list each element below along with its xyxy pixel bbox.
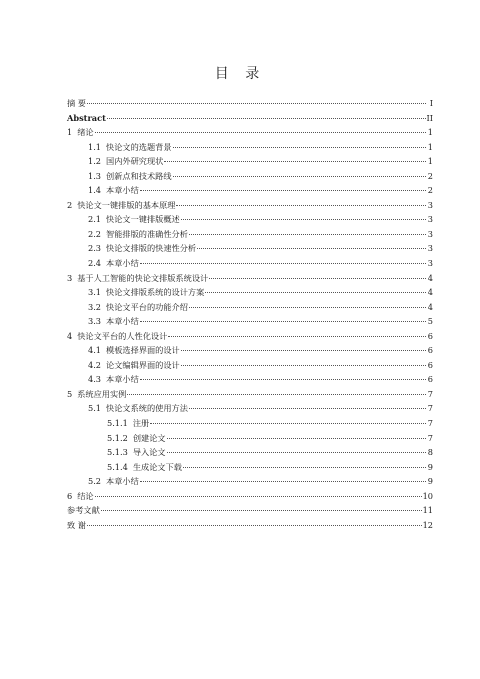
toc-entry[interactable] <box>67 431 433 446</box>
toc-entry-page-number: 4 <box>427 272 433 283</box>
toc-entry-label <box>88 241 196 256</box>
toc-entry-page-number: 3 <box>427 243 433 254</box>
toc-entry-text: 基于人工智能的快论文排版系统设计 <box>77 272 209 283</box>
toc-entry-label <box>67 518 86 533</box>
toc-entry-number: 4.3 <box>88 374 102 385</box>
toc-entry-text: 参考文献 <box>67 505 100 516</box>
toc-entry-number: 6 <box>67 490 73 501</box>
toc-entry-page-number: 3 <box>427 199 433 210</box>
toc-entry[interactable] <box>67 285 433 300</box>
toc-entry[interactable] <box>67 300 433 315</box>
toc-entry-page-number: 12 <box>422 519 433 530</box>
toc-entry-text: 快论文平台的人性化设计 <box>77 330 168 341</box>
toc-entry[interactable] <box>67 198 433 213</box>
toc-leader-dots <box>189 307 426 308</box>
toc-entry-label <box>107 431 166 446</box>
toc-leader-dots <box>189 408 426 409</box>
toc-entry[interactable] <box>67 518 433 533</box>
toc-leader-dots <box>164 161 426 162</box>
toc-entry-page-number: 4 <box>427 301 433 312</box>
toc-entry[interactable] <box>67 445 433 460</box>
toc-entry-label <box>107 460 182 475</box>
toc-entry-page-number: 6 <box>427 374 433 385</box>
toc-entry-label <box>88 300 188 315</box>
toc-entry[interactable] <box>67 140 433 155</box>
toc-entry-text: 创建论文 <box>132 432 166 443</box>
toc-entry[interactable] <box>67 387 433 402</box>
toc-entry-text: Abstract <box>67 112 106 123</box>
toc-entry-number: 2.3 <box>88 243 102 254</box>
toc-entry-page-number: 3 <box>427 214 433 225</box>
toc-entry[interactable] <box>67 460 433 475</box>
toc-entry-page-number: 11 <box>422 505 433 516</box>
toc-entry-number: 5.2 <box>88 476 102 487</box>
toc-entry-label <box>67 198 175 213</box>
toc-entry-label <box>107 416 149 431</box>
toc-entry-label <box>88 372 139 387</box>
toc-entry[interactable] <box>67 314 433 329</box>
toc-leader-dots <box>140 190 426 191</box>
toc-entry-page-number: 9 <box>427 461 433 472</box>
toc-entry-page-number: 10 <box>422 490 433 501</box>
toc-entry-text: 本章小结 <box>106 476 139 487</box>
toc-entry-page-number: 1 <box>427 127 433 138</box>
toc-entry-label <box>88 212 180 227</box>
toc-entry-number: 2.4 <box>88 258 102 269</box>
toc-entry-number: 1.1 <box>88 141 102 152</box>
toc-leader-dots <box>140 263 426 264</box>
toc-entry[interactable] <box>67 125 433 140</box>
toc-entry-text: 快论文一键排版概述 <box>106 214 180 225</box>
toc-entry-number: 4 <box>67 330 73 341</box>
toc-entry-label <box>67 503 100 518</box>
toc-entry[interactable] <box>67 489 433 504</box>
toc-entry-label <box>67 387 126 402</box>
toc-entry[interactable] <box>67 503 433 518</box>
toc-entry-label <box>88 474 139 489</box>
toc-leader-dots <box>197 248 426 249</box>
toc-leader-dots <box>181 219 426 220</box>
toc-leader-dots <box>87 103 426 104</box>
toc-entry-text: 本章小结 <box>106 316 139 327</box>
toc-entry-text: 国内外研究现状 <box>106 156 164 167</box>
toc-entry[interactable] <box>67 343 433 358</box>
toc-entry-text: 系统应用实例 <box>77 388 127 399</box>
toc-entry[interactable] <box>67 227 433 242</box>
toc-entry-text: 模板选择界面的设计 <box>106 345 180 356</box>
toc-leader-dots <box>140 321 426 322</box>
toc-entry-page-number: 7 <box>427 388 433 399</box>
toc-entry-label <box>67 96 86 111</box>
toc-leader-dots <box>101 510 422 511</box>
toc-title: 目 录 <box>214 66 266 82</box>
toc-entry-text: 论文编辑界面的设计 <box>106 359 180 370</box>
toc-leader-dots <box>140 481 426 482</box>
toc-entry-number: 1.2 <box>88 156 102 167</box>
toc-leader-dots <box>205 292 426 293</box>
toc-entry-text: 摘 要 <box>67 98 86 108</box>
toc-leader-dots <box>181 365 426 366</box>
toc-entry[interactable] <box>67 416 433 431</box>
toc-entry-label <box>88 401 188 416</box>
toc-entry-label <box>67 329 167 344</box>
toc-entry-page-number: 4 <box>427 287 433 298</box>
toc-entry[interactable] <box>67 401 433 416</box>
toc-entry[interactable] <box>67 154 433 169</box>
toc-leader-dots <box>173 147 426 148</box>
toc-entry-number: 2.1 <box>88 214 102 225</box>
toc-entry-number: 1 <box>67 127 73 138</box>
toc-entry[interactable] <box>67 474 433 489</box>
toc-entry-label <box>88 154 163 169</box>
toc-entry-label <box>88 256 139 271</box>
toc-leader-dots <box>167 452 426 453</box>
toc-entry-page-number: II <box>426 112 433 123</box>
toc-entry-label <box>107 445 166 460</box>
toc-entry-text: 导入论文 <box>132 447 166 458</box>
toc-leader-dots <box>168 336 426 337</box>
toc-entry-number: 4.2 <box>88 359 102 370</box>
toc-entry-text: 快论文一键排版的基本原理 <box>77 199 176 210</box>
toc-entry[interactable] <box>67 169 433 184</box>
toc-entry-label <box>67 271 208 286</box>
toc-leader-dots <box>127 394 426 395</box>
toc-leader-dots <box>189 234 426 235</box>
toc-entry-page-number: 7 <box>427 418 433 429</box>
toc-entry-number: 3.2 <box>88 301 102 312</box>
toc-entry-text: 生成论文下载 <box>132 461 182 472</box>
toc-entry-number: 4.1 <box>88 345 102 356</box>
toc-entry-page-number: 7 <box>427 432 433 443</box>
toc-entry[interactable] <box>67 212 433 227</box>
toc-entry-number: 5.1 <box>88 403 102 414</box>
toc-entry[interactable] <box>67 271 433 286</box>
table-of-contents <box>67 96 433 532</box>
toc-leader-dots <box>173 176 426 177</box>
toc-entry-label <box>88 285 204 300</box>
toc-entry-text: 快论文的选题背景 <box>106 141 172 152</box>
toc-entry-number: 3 <box>67 272 73 283</box>
toc-leader-dots <box>140 379 426 380</box>
toc-leader-dots <box>150 423 426 424</box>
toc-entry-label <box>67 125 94 140</box>
toc-entry-text: 本章小结 <box>106 258 139 269</box>
toc-entry-number: 2 <box>67 199 73 210</box>
toc-entry-page-number: 7 <box>427 403 433 414</box>
toc-entry-label <box>88 343 180 358</box>
toc-entry-page-number: 6 <box>427 345 433 356</box>
toc-entry-text: 结论 <box>77 490 94 501</box>
toc-entry-label <box>67 489 94 504</box>
toc-entry-text: 智能排版的准确性分析 <box>106 228 188 239</box>
toc-entry-page-number: 6 <box>427 359 433 370</box>
toc-entry-page-number: 1 <box>427 141 433 152</box>
toc-entry-label <box>88 183 139 198</box>
toc-entry[interactable] <box>67 96 433 111</box>
toc-entry-number: 1.4 <box>88 185 102 196</box>
toc-entry-text: 快论文排版系统的设计方案 <box>106 287 205 298</box>
toc-leader-dots <box>176 205 426 206</box>
toc-entry-number: 3.1 <box>88 287 102 298</box>
toc-entry-page-number: 2 <box>427 170 433 181</box>
toc-entry-label <box>67 111 106 126</box>
toc-entry-label <box>88 358 180 373</box>
toc-entry-text: 快论文排版的快速性分析 <box>106 243 197 254</box>
toc-entry-number: 5.1.1 <box>107 418 128 429</box>
toc-entry-text: 快论文平台的功能介绍 <box>106 301 188 312</box>
toc-entry[interactable] <box>67 241 433 256</box>
toc-entry-page-number: 9 <box>427 476 433 487</box>
toc-entry[interactable] <box>67 329 433 344</box>
toc-entry-number: 5.1.2 <box>107 432 128 443</box>
toc-entry-number: 5.1.4 <box>107 461 128 472</box>
toc-entry-page-number: 6 <box>427 330 433 341</box>
toc-entry-number: 5.1.3 <box>107 447 128 458</box>
toc-entry-page-number: 8 <box>427 447 433 458</box>
toc-entry[interactable] <box>67 183 433 198</box>
toc-entry-page-number: 1 <box>427 156 433 167</box>
toc-entry-number: 2.2 <box>88 228 102 239</box>
toc-entry[interactable] <box>67 256 433 271</box>
toc-entry-text: 本章小结 <box>106 374 139 385</box>
toc-entry[interactable] <box>67 358 433 373</box>
toc-entry-page-number: I <box>429 98 433 108</box>
toc-leader-dots <box>209 278 426 279</box>
toc-entry-label <box>88 314 139 329</box>
toc-entry-text: 注册 <box>132 418 150 429</box>
toc-entry-text: 致 谢 <box>67 519 86 530</box>
toc-entry-text: 本章小结 <box>106 185 139 196</box>
toc-entry-text: 快论文系统的使用方法 <box>106 403 188 414</box>
toc-entry[interactable] <box>67 111 433 126</box>
toc-entry-text: 绪论 <box>77 127 94 138</box>
toc-leader-dots <box>167 438 426 439</box>
toc-entry-page-number: 3 <box>427 258 433 269</box>
toc-entry-page-number: 3 <box>427 228 433 239</box>
toc-leader-dots <box>95 496 422 497</box>
toc-entry-page-number: 5 <box>427 316 433 327</box>
toc-leader-dots <box>181 350 426 351</box>
toc-entry-label <box>88 140 172 155</box>
toc-entry-label <box>88 169 172 184</box>
toc-leader-dots <box>95 132 426 133</box>
toc-entry-number: 3.3 <box>88 316 102 327</box>
toc-leader-dots <box>87 525 422 526</box>
toc-entry-number: 1.3 <box>88 170 102 181</box>
toc-leader-dots <box>183 467 426 468</box>
toc-entry-number: 5 <box>67 388 73 399</box>
toc-entry-text: 创新点和技术路线 <box>106 170 172 181</box>
toc-leader-dots <box>107 118 426 119</box>
toc-entry-page-number: 2 <box>427 185 433 196</box>
toc-entry[interactable] <box>67 372 433 387</box>
toc-entry-label <box>88 227 188 242</box>
